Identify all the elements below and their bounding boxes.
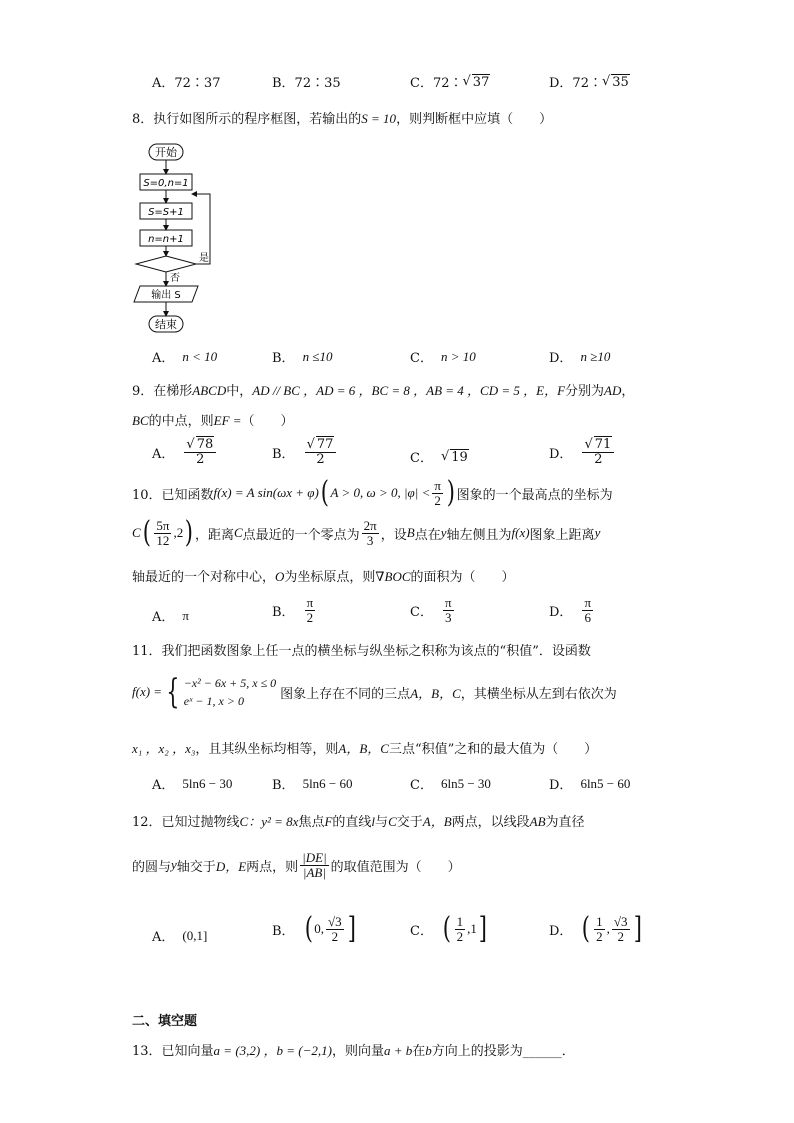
- flow-yes-label: 是: [199, 253, 209, 264]
- q8-option-a: A． n < 10: [152, 348, 218, 366]
- flow-decision: [136, 256, 196, 272]
- q11-option-c: C． 6ln5 − 30: [410, 775, 491, 793]
- q9-line1: 9．在梯形ABCD中，AD // BC ，AD = 6 ，BC = 8 ，AB = 4 ，CD = 5 ，E，F分别为AD，: [132, 383, 635, 399]
- q10-option-c: C． $\frac{\pi}{3}$: [410, 595, 452, 625]
- q12-option-a: A． (0,1]: [152, 927, 208, 945]
- q9-option-c: C． √ 19: [410, 449, 468, 466]
- flow-no-label: 否: [170, 273, 180, 284]
- q10-line3: 轴最近的一个对称中心，O为坐标原点，则∇BOC的面积为（ ）: [132, 569, 515, 585]
- q11-option-a: A． 5ln6 − 30: [152, 775, 233, 793]
- q9-option-d: D． $\frac{√ 71}{2}$: [549, 438, 616, 466]
- q11-line3: x₁ ，x₂ ，x₃，且其纵坐标均相等，则A，B，C三点“积值”之和的最大值为（ ）: [132, 741, 598, 757]
- q10-option-a: A． π: [152, 607, 189, 625]
- q9-option-b: B． $\frac{√ 77}{2}$: [272, 438, 338, 466]
- q10-line2: C ( $\frac{5\pi}{12}$ ,2 ) ，距离 C 点最近的一个零点为 $\frac{2\pi}{3}$ ，设 B 点在 y 轴左侧且为 f(x) 图象上距离 y: [132, 515, 601, 550]
- q12-option-d: D． ( $\frac{1}{2}$ , $\frac{√3}{2}$ ]: [549, 911, 642, 946]
- flow-step2-text: n=n+1: [148, 234, 184, 245]
- flow-step1-text: S=S+1: [148, 207, 184, 218]
- q11-option-b: B． 5ln6 − 60: [272, 775, 353, 793]
- q8-option-d: D． n ≥10: [549, 348, 611, 366]
- q8-flowchart: [130, 140, 230, 335]
- q8-option-c: C． n > 10: [410, 348, 476, 366]
- q13-stem: 13．已知向量a = (3,2) ，b = (−2,1)，则向量a + b在b方向上的投影为______．: [132, 1043, 575, 1059]
- q10-option-b: B． $\frac{\pi}{2}$: [272, 595, 314, 625]
- q7-option-b: B．72∶35: [272, 76, 341, 91]
- q11-line1: 11．我们把函数图象上任一点的横坐标与纵坐标之积称为该点的“积值”．设函数: [132, 644, 591, 659]
- q12-line1: 12．已知过抛物线C：y² = 8x焦点F的直线l与C交于A，B两点，以线段AB为直径: [132, 814, 585, 830]
- q12-line2: 的圆与 y 轴交于 D，E 两点，则 $\frac{|DE|}{|AB|}$ 的取值范围为（ ）: [132, 850, 461, 880]
- flow-end-text: 结束: [155, 318, 177, 331]
- answer-blank[interactable]: ______: [522, 1044, 562, 1059]
- flow-start-text: 开始: [155, 146, 177, 159]
- flow-init-text: S=0,n=1: [143, 178, 189, 189]
- q9-line2: BC的中点，则EF =（ ）: [132, 413, 294, 429]
- q11-option-d: D． 6ln5 − 60: [549, 775, 631, 793]
- q10-option-d: D． $\frac{\pi}{6}$: [549, 595, 592, 625]
- q7-option-d: D．72∶ √ 35: [549, 74, 629, 91]
- q10-line1: 10．已知函数 f(x) = A sin(ωx + φ) ( A > 0, ω > 0, |φ| < $\frac{\pi}{2}$ ) 图象的一个最高点的坐标为: [132, 475, 613, 510]
- q8-stem: 8．执行如图所示的程序框图，若输出的S = 10，则判断框中应填（ ）: [132, 111, 553, 127]
- q11-line2: f(x) = { −x² − 6x + 5, x ≤ 0 eˣ − 1, x > 0 图象上存在不同的三点 A，B，C ，其横坐标从左到右依次为: [132, 672, 617, 712]
- section-heading: 二、填空题: [132, 1014, 198, 1029]
- q8-option-b: B． n ≤10: [272, 348, 333, 366]
- q9-option-a: A． $\frac{√ 78}{2}$: [152, 438, 218, 466]
- q7-option-c: C．72∶ √ 37: [410, 74, 490, 91]
- q12-option-c: C． ( $\frac{1}{2}$ ,1 ]: [410, 911, 487, 946]
- q12-option-b: B． ( 0, $\frac{√3}{2}$ ]: [272, 911, 356, 946]
- q7-option-a: A．72∶37: [152, 76, 221, 91]
- flow-output-text: 输出 S: [151, 290, 181, 301]
